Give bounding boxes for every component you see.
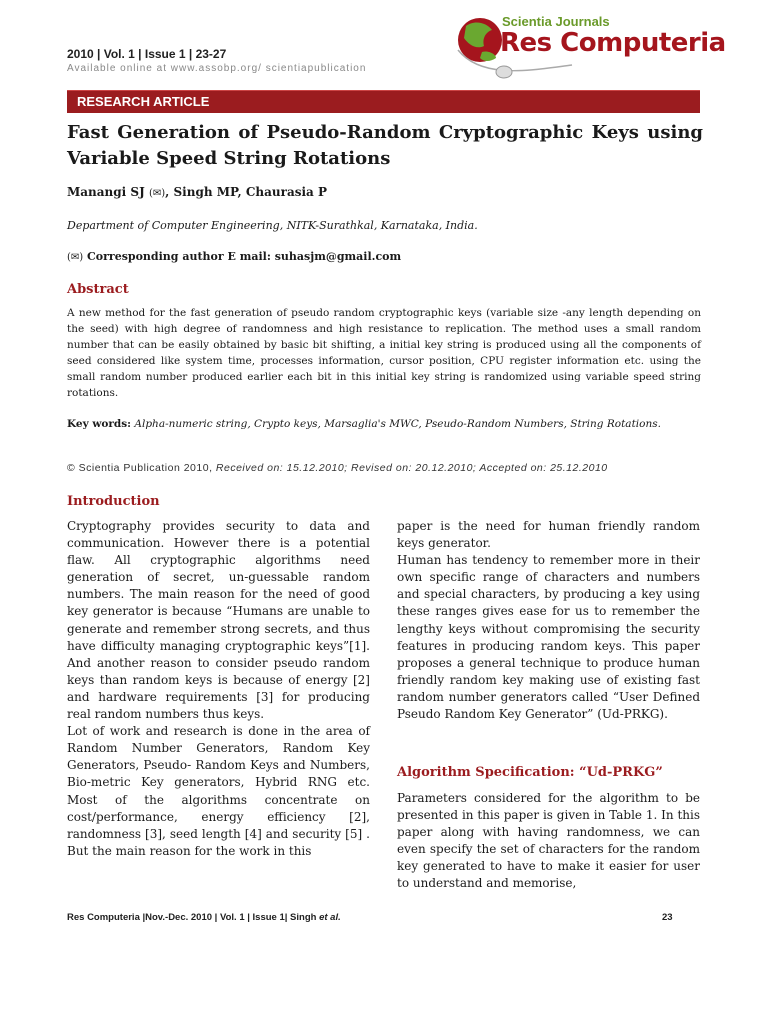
article-type-banner xyxy=(67,90,700,113)
keywords xyxy=(67,416,701,432)
keywords-list: Alpha-numeric string, Crypto keys, Marsaglia's MWC, Pseudo-Random Numbers, String Rotations. xyxy=(134,418,661,430)
right-paragraph-1: paper is the need for human friendly random keys generator. xyxy=(397,519,700,551)
author-list xyxy=(67,185,327,199)
abstract-text: A new method for the fast generation of pseudo random cryptographic keys (variable size -any length depending on the seed) with high degree of randomness and high resistance to replication. The method uses a small random number that can be easily obtained by basic bit shifting, a initial key string is produced using all the components of seed considered like system time, processes information, cursor position, CPU register information etc. using the small random number produced earlier each bit in this initial key string is randomized using variable speed string rotations. xyxy=(67,307,701,399)
logo-name-text: Res Computeria xyxy=(500,28,726,58)
introduction-heading: Introduction xyxy=(67,494,160,509)
body-column-right xyxy=(397,518,700,723)
algorithm-heading: Algorithm Specification: “Ud-PRKG” xyxy=(397,765,663,780)
page-number: 23 xyxy=(662,912,673,923)
online-url: Available online at www.assobp.org/ scientiapublication xyxy=(67,63,367,74)
corresponding-author xyxy=(67,250,401,263)
logo-journals-text: Scientia Journals xyxy=(502,14,610,29)
footer-citation-text: Res Computeria |Nov.-Dec. 2010 | Vol. 1 | Issue 1| Singh xyxy=(67,912,317,923)
publication-info xyxy=(67,462,608,474)
body-column-left xyxy=(67,518,370,860)
keywords-label: Key words: xyxy=(67,418,132,430)
corresponding-email: Corresponding author E mail: suhasjm@gmail.com xyxy=(87,250,402,263)
author-others: , Singh MP, Chaurasia P xyxy=(165,185,328,199)
affiliation: Department of Computer Engineering, NITK-Surathkal, Karnataka, India. xyxy=(67,219,478,232)
article-title: Fast Generation of Pseudo-Random Cryptographic Keys using Variable Speed String Rotations xyxy=(67,122,703,169)
intro-paragraph-2: Lot of work and research is done in the area of Random Number Generators, Random Key Generators, Pseudo- Random Keys and Numbers, Bio-metric Key generators, Hybrid RNG etc. Most of the algorithms concentrate on cost/performance, energy efficiency [2], randomness [3], seed length [4] and security [5] . But the main reason for the work in this xyxy=(67,724,370,858)
publication-dates: Received on: 15.12.2010; Revised on: 20.12.2010; Accepted on: 25.12.2010 xyxy=(215,462,608,474)
issue-info: 2010 | Vol. 1 | Issue 1 | 23-27 xyxy=(67,47,227,61)
publication-copyright: © Scientia Publication 2010, xyxy=(67,462,213,474)
footer-etal: et al. xyxy=(319,912,341,923)
footer-citation xyxy=(67,912,341,923)
algorithm-text xyxy=(397,790,700,893)
right-paragraph-2: Human has tendency to remember more in their own specific range of characters and numbers and special characters, by producing a key using these ranges gives ease for us to remember the lengthy keys without compromising the security features in producing random keys. This paper proposes a general technique to produce human friendly random key making use of existing fast random number generators called “User Defined Pseudo Random Key Generator” (Ud-PRKG). xyxy=(397,553,700,722)
algorithm-paragraph: Parameters considered for the algorithm to be presented in this paper is given in Table 1. In this paper along with having randomness, we can even specify the set of characters for the random key generated to have to make it easier for user to understand and memorise, xyxy=(397,791,700,891)
article-type-label: RESEARCH ARTICLE xyxy=(77,94,210,109)
mail-icon: (✉) xyxy=(67,252,84,263)
mail-icon: (✉) xyxy=(148,188,166,199)
intro-paragraph-1: Cryptography provides security to data and communication. However there is a potential flaw. All cryptographic algorithms need generation of secret, un-guessable random numbers. The main reason for the need of good key generator is because “Humans are unable to generate and remember strong secrets, and thus have difficulty managing cryptographic keys”[1]. And another reason to consider pseudo random keys than random keys is because of energy [2] and hardware requirements [3] for producing real random numbers thus keys. xyxy=(67,519,370,722)
abstract-heading: Abstract xyxy=(67,282,129,297)
author-primary: Manangi SJ xyxy=(67,185,145,199)
